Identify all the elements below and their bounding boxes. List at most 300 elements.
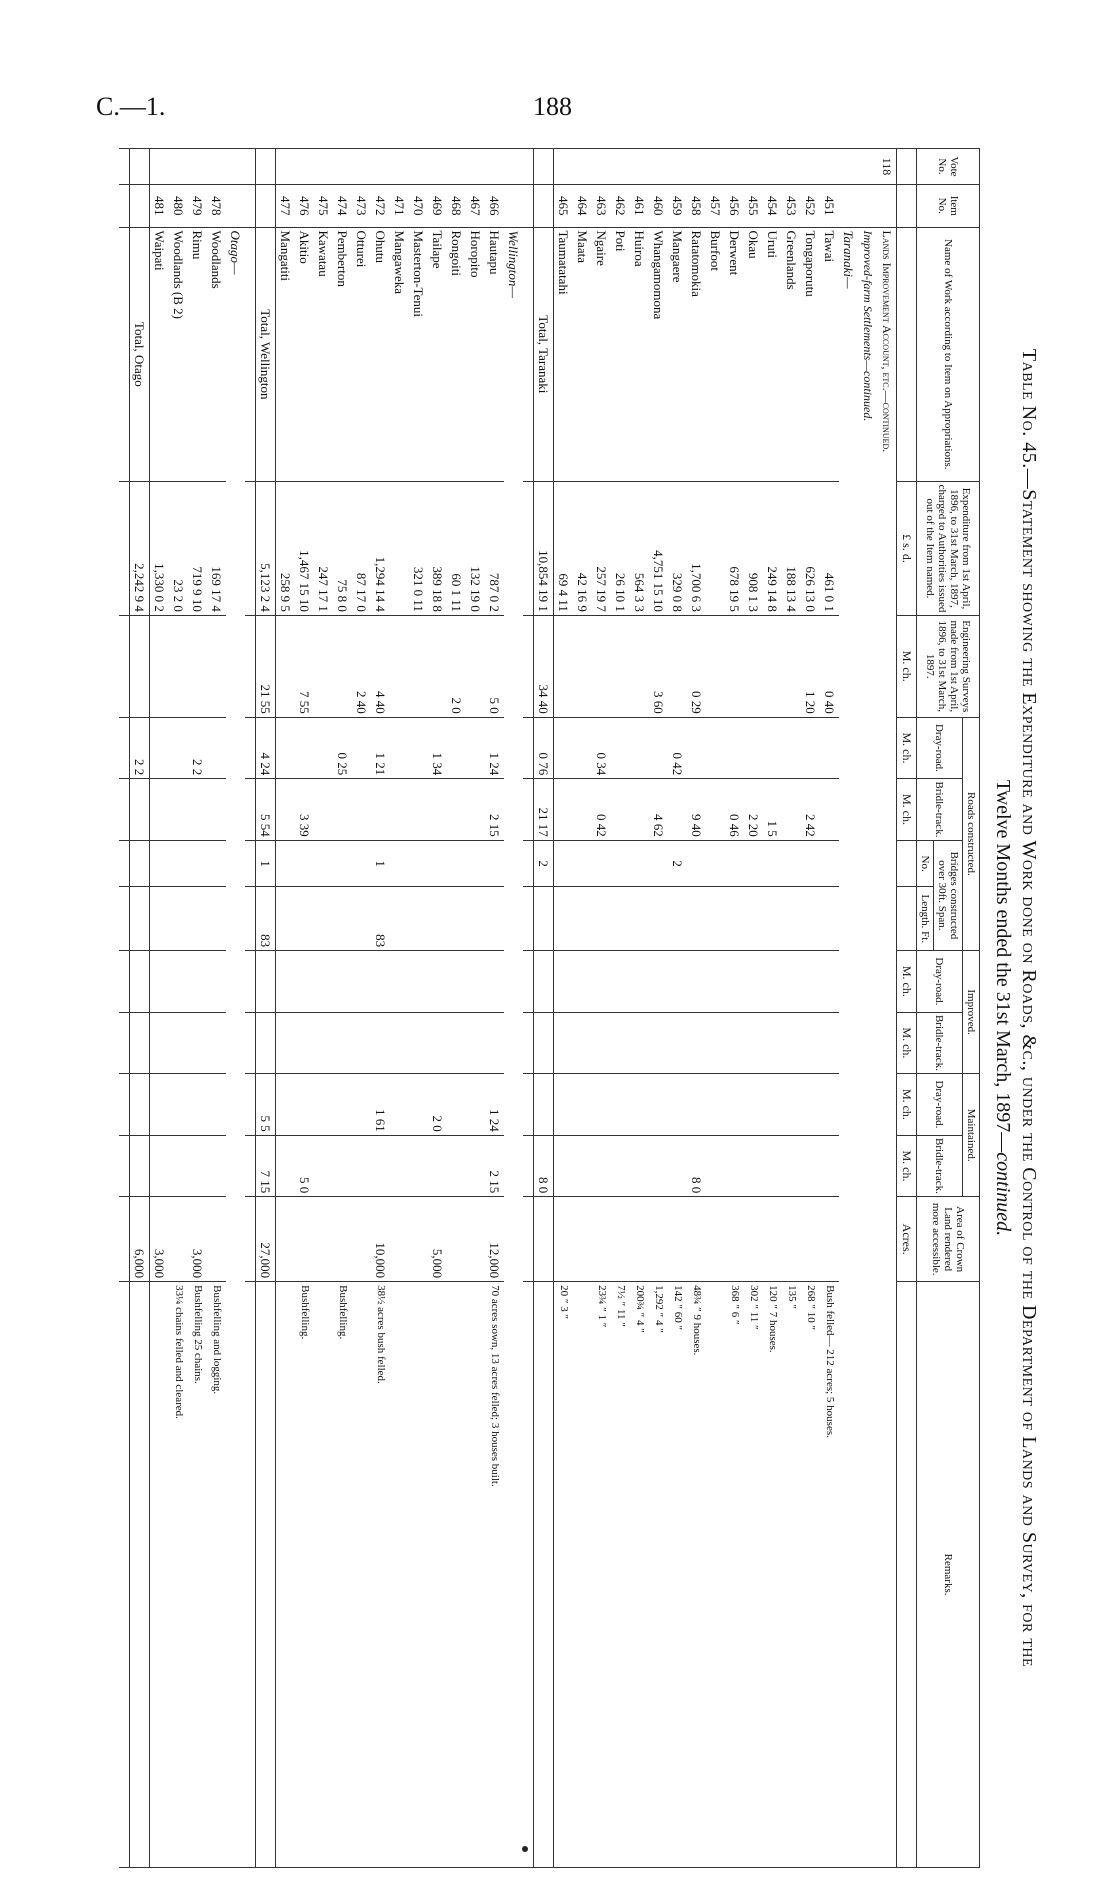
idray-cell xyxy=(390,951,409,1013)
no-cell xyxy=(573,840,592,887)
mdray-cell: 2 0 xyxy=(428,1074,447,1136)
table-row xyxy=(706,149,725,1868)
len-cell xyxy=(207,887,226,951)
surv-cell: 2 0 xyxy=(447,615,466,717)
no-cell xyxy=(169,840,188,887)
ibridle-cell xyxy=(820,1012,839,1074)
remarks-cell xyxy=(573,1282,592,1868)
bridle-cell xyxy=(207,779,226,841)
surv-cell xyxy=(763,615,782,717)
item-cell: 469 xyxy=(428,185,447,227)
exp-cell: 1,467 15 10 xyxy=(295,482,314,616)
area-cell xyxy=(314,1197,333,1282)
table-row xyxy=(763,149,782,1868)
district-heading-row xyxy=(226,149,245,1868)
dray-cell xyxy=(801,717,820,779)
vote-cell xyxy=(782,149,801,185)
vote-number: 118 xyxy=(877,149,897,185)
table-row xyxy=(390,149,409,1868)
vote-cell xyxy=(130,149,150,185)
item-cell: 459 xyxy=(668,185,687,227)
table-row xyxy=(314,149,333,1868)
mbridle-cell xyxy=(630,1135,649,1197)
name-cell: Hautapu xyxy=(485,227,504,482)
item-cell: 471 xyxy=(390,185,409,227)
mbridle-cell xyxy=(744,1135,763,1197)
remarks-cell: Bushfelling and logging. xyxy=(207,1282,226,1868)
total-idray-cell xyxy=(130,951,150,1013)
no-cell xyxy=(782,840,801,887)
mbridle-cell xyxy=(706,1135,725,1197)
surv-cell xyxy=(744,615,763,717)
len-cell xyxy=(592,887,611,951)
bridle-cell xyxy=(554,779,574,841)
name-cell: Derwent xyxy=(725,227,744,482)
item-cell: 457 xyxy=(706,185,725,227)
spacer-cell xyxy=(245,482,256,616)
spacer-cell xyxy=(119,1135,130,1197)
expenditure-table xyxy=(119,148,980,1868)
surv-cell: 5 0 xyxy=(485,615,504,717)
roads-bridle-header: Bridle-track. xyxy=(917,779,963,841)
item-cell: 460 xyxy=(649,185,668,227)
remarks-cell: Bushfelling. xyxy=(333,1282,352,1868)
idray-cell xyxy=(371,951,390,1013)
exp-cell: 461 0 1 xyxy=(820,482,839,616)
vote-cell xyxy=(485,149,504,185)
vote-cell xyxy=(409,149,428,185)
ibridle-cell xyxy=(744,1012,763,1074)
rotated-table-area xyxy=(82,148,1042,1868)
remarks-cell: 135 ″ xyxy=(782,1282,801,1868)
item-cell: 473 xyxy=(352,185,371,227)
table-row xyxy=(371,149,390,1868)
vote-cell xyxy=(256,149,276,185)
len-cell xyxy=(428,887,447,951)
area-cell xyxy=(725,1197,744,1282)
total-row xyxy=(534,149,554,1868)
len-cell xyxy=(169,887,188,951)
mbridle-cell xyxy=(554,1135,574,1197)
ibridle-cell xyxy=(150,1012,170,1074)
vote-cell xyxy=(150,149,170,185)
exp-cell: 4,751 15 10 xyxy=(649,482,668,616)
remarks-cell xyxy=(390,1282,409,1868)
page-number: 188 xyxy=(533,92,572,121)
no-cell xyxy=(314,840,333,887)
vote-cell xyxy=(276,149,296,185)
no-cell xyxy=(150,840,170,887)
dray-cell xyxy=(649,717,668,779)
area-cell xyxy=(744,1197,763,1282)
exp-cell: 257 19 7 xyxy=(592,482,611,616)
ibridle-cell xyxy=(573,1012,592,1074)
no-cell xyxy=(706,840,725,887)
spacer-cell xyxy=(119,1197,130,1282)
table-row xyxy=(630,149,649,1868)
area-cell xyxy=(706,1197,725,1282)
district-heading-row xyxy=(504,149,523,1868)
spacer-row xyxy=(245,149,256,1868)
unit-mch: M. ch. xyxy=(897,717,917,779)
exp-cell: 188 13 4 xyxy=(782,482,801,616)
len-cell xyxy=(276,887,296,951)
vote-cell xyxy=(314,149,333,185)
bridle-cell xyxy=(150,779,170,841)
spacer-cell xyxy=(523,185,534,227)
improved-dray-header: Dray-road. xyxy=(917,951,963,1013)
spacer-row xyxy=(119,149,130,1868)
area-cell xyxy=(649,1197,668,1282)
mdray-cell xyxy=(409,1074,428,1136)
ibridle-cell xyxy=(630,1012,649,1074)
no-cell xyxy=(763,840,782,887)
no-cell xyxy=(466,840,485,887)
exp-cell: 69 4 11 xyxy=(554,482,574,616)
name-cell: Whangamomona xyxy=(649,227,668,482)
idray-cell xyxy=(763,951,782,1013)
ibridle-cell xyxy=(554,1012,574,1074)
surv-cell: 3 60 xyxy=(649,615,668,717)
bridle-cell: 2 15 xyxy=(485,779,504,841)
bridle-cell xyxy=(630,779,649,841)
spacer-cell xyxy=(523,1282,534,1868)
exp-cell: 75 8 0 xyxy=(333,482,352,616)
spacer-cell xyxy=(119,1012,130,1074)
units-row xyxy=(897,149,917,1868)
surv-cell: 7 55 xyxy=(295,615,314,717)
surv-cell xyxy=(668,615,687,717)
ibridle-cell xyxy=(649,1012,668,1074)
area-cell xyxy=(630,1197,649,1282)
no-cell xyxy=(207,840,226,887)
table-row xyxy=(611,149,630,1868)
total-mbridle-cell: 8 0 xyxy=(534,1135,554,1197)
area-cell xyxy=(447,1197,466,1282)
exp-cell: 321 0 11 xyxy=(409,482,428,616)
ibridle-cell xyxy=(188,1012,207,1074)
dray-cell xyxy=(782,717,801,779)
len-cell xyxy=(725,887,744,951)
idray-cell xyxy=(611,951,630,1013)
remarks-cell: 120 ″ 7 houses. xyxy=(763,1282,782,1868)
item-cell: 463 xyxy=(592,185,611,227)
surv-cell xyxy=(466,615,485,717)
total-ibridle-cell xyxy=(534,1012,554,1074)
mbridle-cell xyxy=(150,1135,170,1197)
item-cell: 464 xyxy=(573,185,592,227)
spacer-cell xyxy=(245,951,256,1013)
table-row xyxy=(352,149,371,1868)
bridle-cell xyxy=(409,779,428,841)
bridle-cell xyxy=(333,779,352,841)
spacer-cell xyxy=(523,615,534,717)
total-bridle-cell: 21 17 xyxy=(534,779,554,841)
exp-cell: 719 9 10 xyxy=(188,482,207,616)
len-cell xyxy=(744,887,763,951)
name-cell: Otturei xyxy=(352,227,371,482)
exp-cell: 23 2 0 xyxy=(169,482,188,616)
dray-cell xyxy=(611,717,630,779)
spacer-cell xyxy=(523,1012,534,1074)
total-idray-cell xyxy=(534,951,554,1013)
remarks-cell: 200¾ ″ 4 ″ xyxy=(630,1282,649,1868)
len-cell xyxy=(801,887,820,951)
ibridle-cell xyxy=(409,1012,428,1074)
table-row xyxy=(592,149,611,1868)
table-row xyxy=(428,149,447,1868)
surv-cell xyxy=(188,615,207,717)
item-cell: 468 xyxy=(447,185,466,227)
exp-cell: 389 18 8 xyxy=(428,482,447,616)
name-cell: Woodlands xyxy=(207,227,226,482)
spacer-cell xyxy=(523,717,534,779)
unit-mch: M. ch. xyxy=(897,779,917,841)
mbridle-cell xyxy=(820,1135,839,1197)
total-remarks-cell xyxy=(256,1282,276,1868)
spacer-cell xyxy=(245,1135,256,1197)
name-cell: Waipati xyxy=(150,227,170,482)
len-cell xyxy=(782,887,801,951)
item-cell: 451 xyxy=(820,185,839,227)
mbridle-cell xyxy=(207,1135,226,1197)
table-row xyxy=(150,149,170,1868)
mbridle-cell xyxy=(314,1135,333,1197)
idray-cell xyxy=(801,951,820,1013)
name-cell: Taumatatahi xyxy=(554,227,574,482)
area-cell xyxy=(668,1197,687,1282)
remarks-cell: Bushfelling 25 chains. xyxy=(188,1282,207,1868)
section-heading-row xyxy=(877,149,897,1868)
caption-line2: Twelve Months ended the 31st March, 1897— xyxy=(992,779,1014,1153)
name-cell: Rongoiti xyxy=(447,227,466,482)
table-row xyxy=(276,149,296,1868)
total-dray-cell: 0 76 xyxy=(534,717,554,779)
area-cell xyxy=(276,1197,296,1282)
mdray-cell xyxy=(466,1074,485,1136)
len-cell xyxy=(314,887,333,951)
remarks-cell xyxy=(352,1282,371,1868)
idray-cell xyxy=(744,951,763,1013)
bridle-cell xyxy=(820,779,839,841)
item-cell: 458 xyxy=(687,185,706,227)
dray-cell xyxy=(276,717,296,779)
dray-cell xyxy=(725,717,744,779)
vote-cell xyxy=(630,149,649,185)
spacer-cell xyxy=(245,1282,256,1868)
vote-cell xyxy=(687,149,706,185)
total-label: Total, Otago xyxy=(130,227,150,482)
total-ibridle-cell xyxy=(130,1012,150,1074)
table-row xyxy=(188,149,207,1868)
total-idray-cell xyxy=(256,951,276,1013)
no-cell xyxy=(409,840,428,887)
bridle-cell xyxy=(169,779,188,841)
spacer-cell xyxy=(119,149,130,185)
idray-cell xyxy=(725,951,744,1013)
idray-cell xyxy=(169,951,188,1013)
bridle-cell xyxy=(428,779,447,841)
vote-cell xyxy=(371,149,390,185)
vote-cell xyxy=(706,149,725,185)
dray-cell xyxy=(630,717,649,779)
exp-cell: 1,330 0 2 xyxy=(150,482,170,616)
no-cell xyxy=(611,840,630,887)
surv-cell: 0 40 xyxy=(820,615,839,717)
ibridle-cell xyxy=(687,1012,706,1074)
exp-cell: 42 16 9 xyxy=(573,482,592,616)
idray-cell xyxy=(466,951,485,1013)
mdray-cell xyxy=(611,1074,630,1136)
total-no-cell: 1 xyxy=(256,840,276,887)
improved-bridle-header: Bridle-track. xyxy=(917,1012,963,1074)
vote-cell xyxy=(333,149,352,185)
idray-cell xyxy=(820,951,839,1013)
area-cell xyxy=(611,1197,630,1282)
spacer-cell xyxy=(245,615,256,717)
idray-cell xyxy=(409,951,428,1013)
remarks-cell: 70 acres sown, 13 acres felled; 3 houses built. xyxy=(485,1282,504,1868)
bridle-cell: 1 5 xyxy=(763,779,782,841)
mdray-cell xyxy=(150,1074,170,1136)
subsection-title: Improved-farm Settlements—continued. xyxy=(858,227,877,1868)
col-item-header: Item No. xyxy=(917,185,980,227)
spacer-row xyxy=(523,149,534,1868)
vote-cell xyxy=(554,149,574,185)
remarks-cell: 368 ″ 6 ″ xyxy=(725,1282,744,1868)
area-cell: 3,000 xyxy=(188,1197,207,1282)
area-cell xyxy=(687,1197,706,1282)
len-cell: 83 xyxy=(371,887,390,951)
ibridle-cell xyxy=(428,1012,447,1074)
no-cell xyxy=(333,840,352,887)
total-mdray-cell: 5 5 xyxy=(256,1074,276,1136)
spacer-cell xyxy=(245,717,256,779)
no-cell xyxy=(447,840,466,887)
dray-cell: 1 24 xyxy=(485,717,504,779)
surv-cell xyxy=(725,615,744,717)
mdray-cell: 1 61 xyxy=(371,1074,390,1136)
spacer-cell xyxy=(523,1074,534,1136)
idray-cell xyxy=(314,951,333,1013)
bridle-cell: 2 42 xyxy=(801,779,820,841)
item-cell: 454 xyxy=(763,185,782,227)
unit-lsd: £ s. d. xyxy=(897,482,917,616)
mbridle-cell xyxy=(611,1135,630,1197)
table-row xyxy=(687,149,706,1868)
spacer-cell xyxy=(119,1282,130,1868)
bridle-cell: 0 42 xyxy=(592,779,611,841)
remarks-cell: 1,292 ″ 4 ″ xyxy=(649,1282,668,1868)
surv-cell xyxy=(169,615,188,717)
vote-cell xyxy=(763,149,782,185)
len-cell xyxy=(447,887,466,951)
spacer-cell xyxy=(523,1135,534,1197)
exp-cell: 87 17 0 xyxy=(352,482,371,616)
total-len-cell xyxy=(534,887,554,951)
total-area-cell xyxy=(534,1197,554,1282)
spacer-cell xyxy=(245,840,256,887)
dray-cell xyxy=(295,717,314,779)
bridle-cell: 9 40 xyxy=(687,779,706,841)
mdray-cell xyxy=(447,1074,466,1136)
exp-cell: 787 0 2 xyxy=(485,482,504,616)
no-cell xyxy=(554,840,574,887)
area-cell xyxy=(207,1197,226,1282)
mdray-cell xyxy=(188,1074,207,1136)
vote-cell xyxy=(839,149,858,185)
surv-cell xyxy=(276,615,296,717)
unit-mch: M. ch. xyxy=(897,615,917,717)
name-cell: Mangaere xyxy=(668,227,687,482)
spacer-cell xyxy=(119,482,130,616)
dray-cell xyxy=(466,717,485,779)
table-head xyxy=(917,149,980,1868)
mdray-cell xyxy=(390,1074,409,1136)
district-name: Otago— xyxy=(226,227,245,1868)
bridle-cell: 3 39 xyxy=(295,779,314,841)
total-surv-cell: 34 40 xyxy=(534,615,554,717)
dray-cell xyxy=(820,717,839,779)
remarks-cell: 20 ″ 3 ″ xyxy=(554,1282,574,1868)
district-name: Wellington— xyxy=(504,227,523,1868)
ibridle-cell xyxy=(611,1012,630,1074)
idray-cell xyxy=(428,951,447,1013)
item-cell xyxy=(839,185,858,227)
spacer-cell xyxy=(119,227,130,482)
no-cell xyxy=(295,840,314,887)
maintained-dray-header: Dray-road. xyxy=(917,1074,963,1136)
spacer-cell xyxy=(245,185,256,227)
len-cell xyxy=(485,887,504,951)
mbridle-cell xyxy=(390,1135,409,1197)
dray-cell xyxy=(150,717,170,779)
name-cell: Tawai xyxy=(820,227,839,482)
idray-cell xyxy=(706,951,725,1013)
spacer-cell xyxy=(245,1074,256,1136)
table-row xyxy=(409,149,428,1868)
col-name-header: Name of Work according to Item on Appropriations. xyxy=(917,227,980,482)
exp-cell: 564 3 3 xyxy=(630,482,649,616)
area-cell xyxy=(820,1197,839,1282)
table-row xyxy=(725,149,744,1868)
mbridle-cell xyxy=(592,1135,611,1197)
bridle-cell xyxy=(188,779,207,841)
vote-cell xyxy=(801,149,820,185)
surv-cell xyxy=(333,615,352,717)
no-cell: 2 xyxy=(668,840,687,887)
col-remarks-header: Remarks. xyxy=(917,1282,980,1868)
idray-cell xyxy=(485,951,504,1013)
idray-cell xyxy=(447,951,466,1013)
bridle-cell xyxy=(668,779,687,841)
total-exp-cell: 2,242 9 4 xyxy=(130,482,150,616)
mbridle-cell: 5 0 xyxy=(295,1135,314,1197)
mbridle-cell xyxy=(409,1135,428,1197)
dray-cell xyxy=(573,717,592,779)
mdray-cell xyxy=(725,1074,744,1136)
ibridle-cell xyxy=(763,1012,782,1074)
vote-cell xyxy=(169,149,188,185)
len-cell xyxy=(706,887,725,951)
col-improved-header: Improved. xyxy=(963,951,980,1074)
mbridle-cell xyxy=(188,1135,207,1197)
idray-cell xyxy=(573,951,592,1013)
spacer-cell xyxy=(245,779,256,841)
table-row xyxy=(573,149,592,1868)
dray-cell xyxy=(744,717,763,779)
dray-cell xyxy=(314,717,333,779)
